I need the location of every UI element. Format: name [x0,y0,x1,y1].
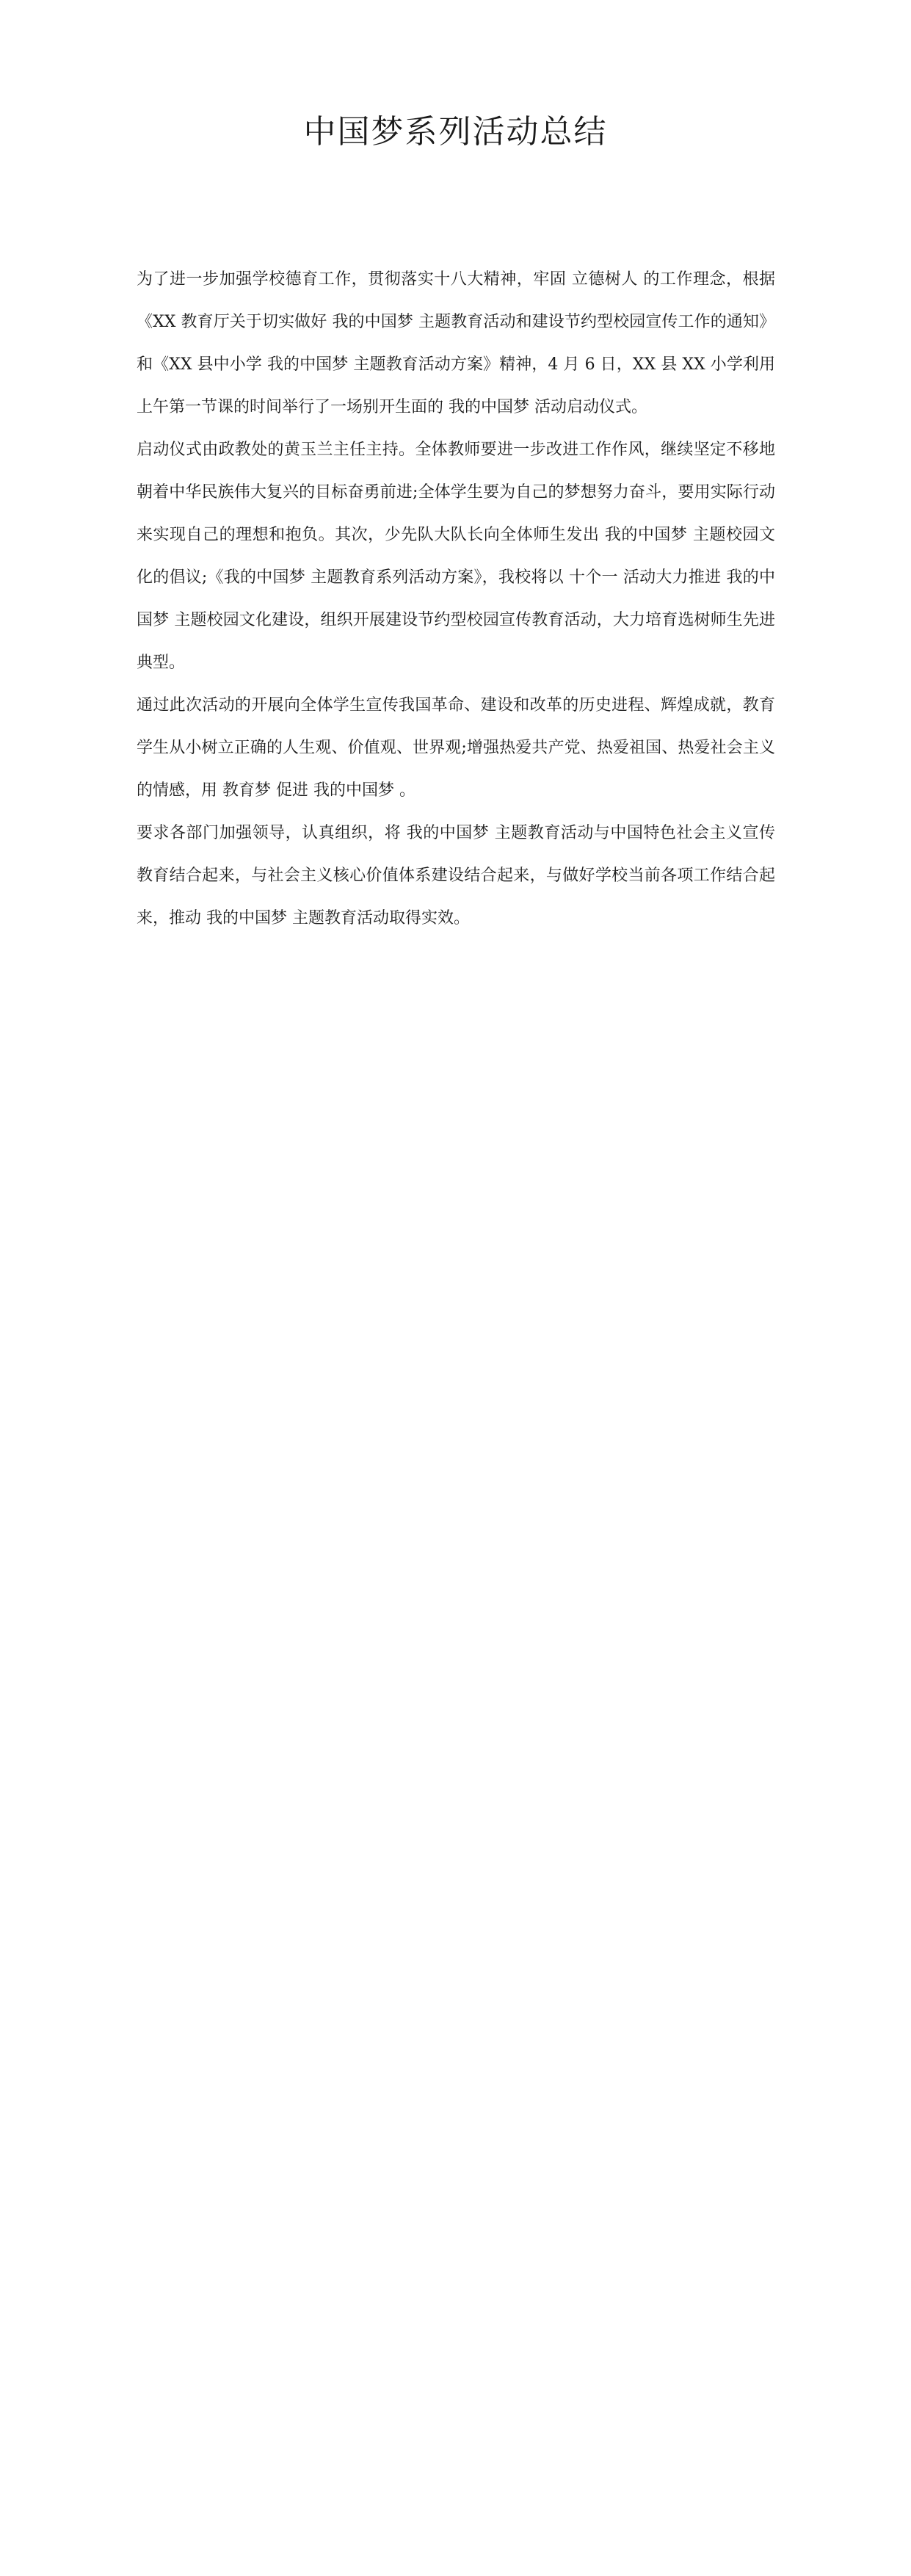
paragraph: 启动仪式由政教处的黄玉兰主任主持。全体教师要进一步改进工作作风，继续坚定不移地朝着中华民族伟大复兴的目标奋勇前进;全体学生要为自己的梦想努力奋斗，要用实际行动来实现自己的理想和抱负。其次，少先队大队长向全体师生发出 我的中国梦 主题校园文化的倡议;《我的中国梦 主题教育系列活动方案》，我校将以 十个一 活动大力推进 我的中国梦 主题校园文化建设，组织开展建设节约型校园宣传教育活动，大力培育选树师生先进典型。 [137,441,775,672]
paragraph: 为了进一步加强学校德育工作，贯彻落实十八大精神，牢固 立德树人 的工作理念，根据《XX 教育厅关于切实做好 我的中国梦 主题教育活动和建设节约型校园宣传工作的通知》和《XX 县中小学 我的中国梦 主题教育活动方案》精神，4 月 6 日，XX 县 XX 小学利用上午第一节课的时间举行了一场别开生面的 我的中国梦 活动启动仪式。 [137,270,775,416]
document-body [137,258,775,940]
document-title: 中国梦系列活动总结 [303,113,608,151]
paragraph: 通过此次活动的开展向全体学生宣传我国革命、建设和改革的历史进程、辉煌成就，教育学生从小树立正确的人生观、价值观、世界观;增强热爱共产党、热爱祖国、热爱社会主义的情感，用 教育梦 促进 我的中国梦 。 [137,696,775,800]
paragraph: 要求各部门加强领导，认真组织，将 我的中国梦 主题教育活动与中国特色社会主义宣传教育结合起来，与社会主义核心价值体系建设结合起来，与做好学校当前各项工作结合起来，推动 我的中国梦 主题教育活动取得实效。 [137,824,775,927]
